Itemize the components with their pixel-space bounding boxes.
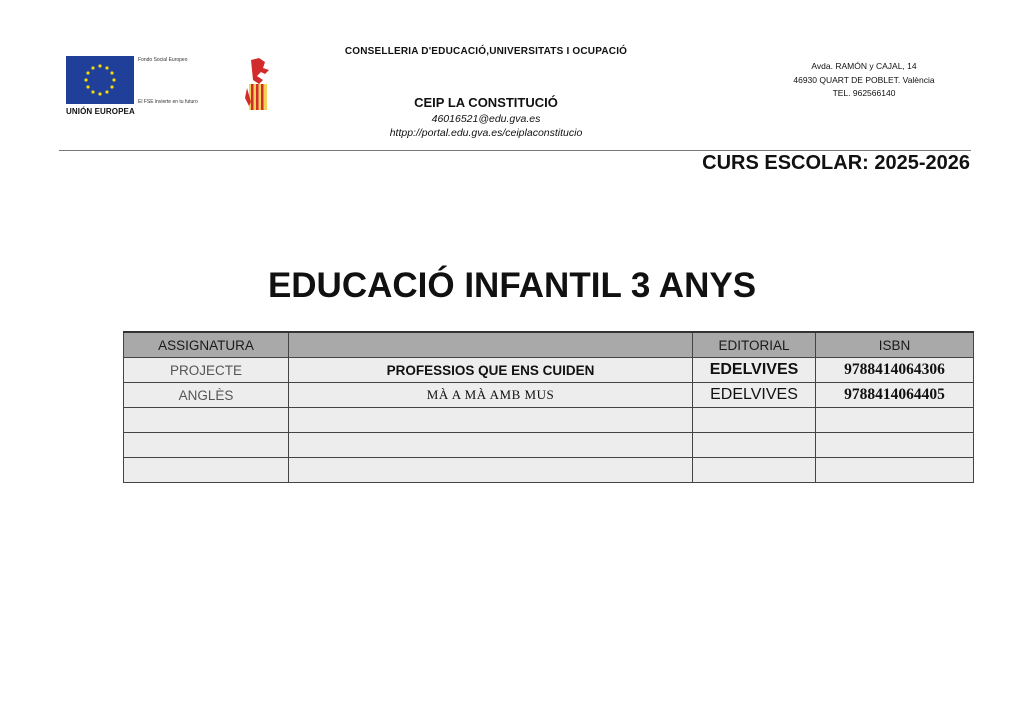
table-row bbox=[124, 408, 974, 433]
cell-title: MÀ A MÀ AMB MUS bbox=[289, 383, 693, 408]
cell-isbn: 9788414064306 bbox=[816, 358, 974, 383]
cell-isbn: 9788414064405 bbox=[816, 383, 974, 408]
generalitat-emblem-icon bbox=[241, 58, 275, 112]
table-row bbox=[124, 433, 974, 458]
cell-subject: PROJECTE bbox=[124, 358, 289, 383]
cell-subject: ANGLÈS bbox=[124, 383, 289, 408]
cell-isbn bbox=[816, 408, 974, 433]
cell-title: PROFESSIOS QUE ENS CUIDEN bbox=[289, 358, 693, 383]
header-isbn: ISBN bbox=[816, 332, 974, 358]
school-email: 46016521@edu.gva.es bbox=[431, 113, 541, 125]
eu-fund-text: Fondo Social Europeo bbox=[138, 57, 188, 63]
table-row bbox=[124, 358, 974, 383]
conselleria-heading: CONSELLERIA D'EDUCACIÓ,UNIVERSITATS I OCUPACIÓ bbox=[344, 46, 628, 57]
address-street: Avda. RAMÓN y CAJAL, 14 bbox=[811, 61, 917, 71]
cell-title bbox=[289, 458, 693, 483]
eu-label: UNIÓN EUROPEA bbox=[66, 107, 135, 116]
cell-editorial bbox=[693, 408, 816, 433]
cell-editorial bbox=[693, 433, 816, 458]
cell-subject bbox=[124, 458, 289, 483]
school-name: CEIP LA CONSTITUCIÓ bbox=[414, 95, 558, 110]
cell-subject bbox=[124, 408, 289, 433]
cell-editorial: EDELVIVES bbox=[693, 358, 816, 383]
cell-subject bbox=[124, 433, 289, 458]
table-row bbox=[124, 458, 974, 483]
address-phone: TEL. 962566140 bbox=[832, 88, 896, 98]
cell-isbn bbox=[816, 458, 974, 483]
school-year: CURS ESCOLAR: 2025-2026 bbox=[702, 152, 970, 174]
address-city: 46930 QUART DE POBLET. València bbox=[793, 75, 935, 85]
eu-motto-text: El FSE invierte en tu futuro bbox=[138, 99, 198, 105]
table-row bbox=[124, 383, 974, 408]
cell-editorial: EDELVIVES bbox=[693, 383, 816, 408]
eu-stars-icon bbox=[66, 56, 134, 104]
books-table bbox=[123, 331, 974, 483]
cell-title bbox=[289, 433, 693, 458]
cell-title bbox=[289, 408, 693, 433]
table-header-row bbox=[124, 332, 974, 358]
header-editorial: EDITORIAL bbox=[693, 332, 816, 358]
header-divider bbox=[59, 150, 971, 151]
cell-editorial bbox=[693, 458, 816, 483]
school-website: httpp://portal.edu.gva.es/ceiplaconstitucio bbox=[389, 127, 583, 139]
page-title: EDUCACIÓ INFANTIL 3 ANYS bbox=[267, 266, 757, 305]
cell-isbn bbox=[816, 433, 974, 458]
eu-flag-logo bbox=[66, 56, 134, 104]
header-subject: ASSIGNATURA bbox=[124, 332, 289, 358]
header-title bbox=[289, 332, 693, 358]
